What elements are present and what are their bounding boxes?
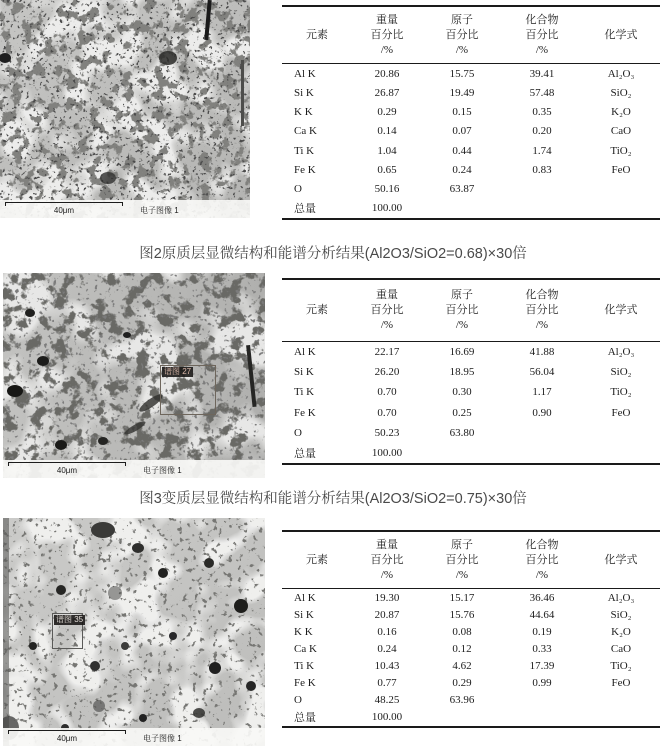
table-row: [282, 199, 660, 218]
value-cell: 44.64: [529, 608, 555, 621]
value-cell: 22.17: [374, 346, 400, 359]
value-cell: 19.30: [374, 591, 400, 604]
element-cell: K K: [294, 106, 313, 119]
element-cell: 总量: [294, 203, 316, 216]
value-cell: 41.88: [529, 346, 555, 359]
formula-cell: FeO: [611, 677, 631, 690]
value-cell: 0.12: [452, 642, 472, 655]
formula-cell: FeO: [611, 406, 631, 419]
element-cell: Al K: [294, 346, 316, 359]
sem-scalebar-strip: [3, 460, 265, 478]
value-cell: 100.00: [371, 446, 403, 459]
header-text: 原子: [451, 289, 473, 301]
value-cell: 0.29: [452, 677, 472, 690]
header-text: /%: [455, 319, 469, 331]
value-cell: 0.24: [452, 163, 472, 176]
header-col-3: [502, 532, 582, 588]
spectrum-label: 谱图 35: [56, 615, 84, 624]
header-text: 重量: [376, 538, 398, 551]
value-cell: 0.15: [452, 106, 472, 119]
spectrum-label: 谱图 27: [164, 367, 192, 376]
value-cell: 0.33: [532, 642, 552, 655]
header-text: 原子: [451, 538, 473, 551]
value-cell: 20.86: [374, 67, 400, 80]
sem-image-2: [3, 273, 265, 478]
header-text: 百分比: [445, 304, 479, 316]
spectrum-box-27: [160, 365, 216, 415]
value-cell: 15.17: [449, 591, 475, 604]
sem-scalebar-strip: [3, 728, 265, 746]
table-row: [282, 606, 660, 623]
value-cell: 16.69: [449, 346, 475, 359]
element-cell: O: [294, 694, 302, 707]
value-cell: 56.04: [529, 366, 555, 379]
element-cell: Fe K: [294, 677, 316, 690]
header-col-4: [582, 7, 660, 63]
sem-micrograph-3: [3, 518, 265, 746]
formula-cell: Al₂O₃: [607, 346, 635, 359]
value-cell: 0.44: [452, 144, 472, 157]
table-header-row: [282, 7, 660, 64]
header-col-4: [582, 280, 660, 341]
table-row: [282, 362, 660, 382]
element-cell: Al K: [294, 591, 316, 604]
value-cell: 15.76: [449, 608, 475, 621]
table-body: [282, 589, 660, 726]
formula-cell: TiO₂: [610, 660, 632, 673]
element-cell: Ti K: [294, 386, 315, 399]
formula-cell: Al₂O₃: [607, 67, 635, 80]
header-col-3: [502, 280, 582, 341]
element-cell: Si K: [294, 608, 314, 621]
value-cell: 0.70: [377, 406, 397, 419]
scale-label: 40μm: [56, 734, 78, 743]
header-text: 化学式: [604, 28, 638, 41]
value-cell: 0.70: [377, 386, 397, 399]
header-col-4: [582, 532, 660, 588]
header-col-2: [422, 532, 502, 588]
value-cell: 15.75: [449, 67, 475, 80]
header-text: 百分比: [370, 28, 404, 41]
value-cell: 0.83: [532, 163, 552, 176]
header-col-0: [282, 7, 352, 63]
value-cell: 10.43: [374, 660, 400, 673]
formula-cell: CaO: [610, 125, 632, 138]
value-cell: 57.48: [529, 86, 555, 99]
header-text: /%: [455, 43, 469, 56]
value-cell: 19.49: [449, 86, 475, 99]
value-cell: 0.90: [532, 406, 552, 419]
table-body: [282, 342, 660, 463]
table-row: [282, 160, 660, 179]
value-cell: 20.87: [374, 608, 400, 621]
value-cell: 1.74: [532, 144, 552, 157]
element-cell: K K: [294, 625, 313, 638]
header-text: 重量: [376, 289, 398, 301]
value-cell: 100.00: [371, 202, 403, 215]
value-cell: 100.00: [371, 711, 403, 724]
electron-image-label: 电子图像 1: [143, 466, 182, 475]
value-cell: 0.29: [377, 106, 397, 119]
table-row: [282, 423, 660, 443]
table-header-row: [282, 280, 660, 342]
value-cell: 0.25: [452, 406, 472, 419]
sem-micrograph-2: [3, 273, 265, 478]
header-text: /%: [455, 568, 469, 581]
value-cell: 0.30: [452, 386, 472, 399]
header-col-2: [422, 7, 502, 63]
value-cell: 63.87: [449, 183, 475, 196]
table-row: [282, 342, 660, 362]
table-row: [282, 64, 660, 83]
value-cell: 26.87: [374, 86, 400, 99]
table-row: [282, 675, 660, 692]
value-cell: 0.08: [452, 625, 472, 638]
value-cell: 50.16: [374, 183, 400, 196]
table-row: [282, 692, 660, 709]
element-cell: Al K: [294, 67, 316, 80]
header-text: 重量: [376, 13, 398, 26]
formula-cell: SiO₂: [610, 608, 632, 621]
table-row: [282, 103, 660, 122]
table-header-row: [282, 532, 660, 589]
value-cell: 0.16: [377, 625, 397, 638]
table-row: [282, 122, 660, 141]
spectrum-box-35: [52, 613, 83, 649]
value-cell: 0.20: [532, 125, 552, 138]
formula-cell: Al₂O₃: [607, 591, 635, 604]
scale-label: 40μm: [56, 466, 78, 475]
header-text: 百分比: [525, 28, 559, 41]
header-col-1: [352, 7, 422, 63]
header-col-0: [282, 532, 352, 588]
table-body: [282, 64, 660, 218]
header-col-3: [502, 7, 582, 63]
element-cell: 总量: [294, 712, 316, 725]
header-text: 元素: [306, 28, 328, 41]
header-text: 百分比: [445, 28, 479, 41]
electron-image-label: 电子图像 1: [143, 734, 182, 743]
header-text: 化合物: [525, 538, 559, 551]
eds-table-1: [282, 5, 660, 220]
formula-cell: TiO₂: [610, 144, 632, 157]
header-text: /%: [380, 568, 394, 581]
table-row: [282, 382, 660, 402]
table-row: [282, 589, 660, 606]
element-cell: Si K: [294, 366, 314, 379]
value-cell: 17.39: [529, 660, 555, 673]
element-cell: 总量: [294, 447, 316, 460]
header-text: 百分比: [525, 553, 559, 566]
formula-cell: SiO₂: [610, 86, 632, 99]
element-cell: O: [294, 183, 302, 196]
element-cell: Ca K: [294, 642, 317, 655]
formula-cell: K₂O: [611, 625, 631, 638]
header-text: /%: [535, 319, 549, 331]
value-cell: 0.07: [452, 125, 472, 138]
header-text: 化学式: [604, 553, 638, 566]
header-text: 元素: [306, 304, 328, 316]
table-row: [282, 83, 660, 102]
value-cell: 0.65: [377, 163, 397, 176]
header-text: 百分比: [370, 304, 404, 316]
header-text: /%: [380, 319, 394, 331]
table-row: [282, 658, 660, 675]
header-col-1: [352, 532, 422, 588]
table-row: [282, 640, 660, 657]
header-text: 百分比: [525, 304, 559, 316]
value-cell: 36.46: [529, 591, 555, 604]
value-cell: 18.95: [449, 366, 475, 379]
value-cell: 48.25: [374, 694, 400, 707]
element-cell: Ti K: [294, 660, 315, 673]
value-cell: 0.77: [377, 677, 397, 690]
sem-image-3: [3, 518, 265, 746]
header-text: 化学式: [604, 304, 638, 316]
element-cell: Fe K: [294, 163, 316, 176]
header-col-0: [282, 280, 352, 341]
figure-caption-2: 图2原质层显微结构和能谱分析结果(Al2O3/SiO2=0.68)×30倍: [139, 246, 527, 262]
table-row: [282, 443, 660, 463]
eds-table-3: [282, 530, 660, 728]
table-row: [282, 709, 660, 726]
sem-image-1: [0, 0, 250, 218]
value-cell: 50.23: [374, 426, 400, 439]
formula-cell: CaO: [610, 642, 632, 655]
value-cell: 63.80: [449, 426, 475, 439]
value-cell: 1.17: [532, 386, 552, 399]
table-row: [282, 623, 660, 640]
header-col-2: [422, 280, 502, 341]
value-cell: 4.62: [452, 660, 472, 673]
table-row: [282, 141, 660, 160]
element-cell: Ti K: [294, 144, 315, 157]
scale-label: 40μm: [53, 206, 75, 215]
table-row: [282, 403, 660, 423]
element-cell: Ca K: [294, 125, 317, 138]
header-text: /%: [380, 43, 394, 56]
value-cell: 0.14: [377, 125, 397, 138]
value-cell: 0.24: [377, 642, 397, 655]
value-cell: 1.04: [377, 144, 397, 157]
header-text: 百分比: [445, 553, 479, 566]
header-text: 化合物: [525, 289, 559, 301]
element-cell: Si K: [294, 86, 314, 99]
element-cell: O: [294, 426, 302, 439]
value-cell: 39.41: [529, 67, 555, 80]
header-text: 化合物: [525, 13, 559, 26]
table-row: [282, 180, 660, 199]
value-cell: 26.20: [374, 366, 400, 379]
header-text: /%: [535, 568, 549, 581]
header-text: /%: [535, 43, 549, 56]
element-cell: Fe K: [294, 406, 316, 419]
header-text: 原子: [451, 13, 473, 26]
value-cell: 0.35: [532, 106, 552, 119]
value-cell: 63.96: [449, 694, 475, 707]
formula-cell: SiO₂: [610, 366, 632, 379]
header-text: 百分比: [370, 553, 404, 566]
header-text: 元素: [306, 553, 328, 566]
figure-caption-3: 图3变质层显微结构和能谱分析结果(Al2O3/SiO2=0.75)×30倍: [139, 491, 527, 507]
eds-table-2: [282, 278, 660, 465]
value-cell: 0.19: [532, 625, 552, 638]
sem-micrograph-1: [0, 0, 250, 218]
value-cell: 0.99: [532, 677, 552, 690]
electron-image-label: 电子图像 1: [140, 206, 179, 215]
header-col-1: [352, 280, 422, 341]
formula-cell: K₂O: [611, 106, 631, 119]
formula-cell: TiO₂: [610, 386, 632, 399]
sem-scalebar-strip: [0, 200, 250, 218]
formula-cell: FeO: [611, 163, 631, 176]
